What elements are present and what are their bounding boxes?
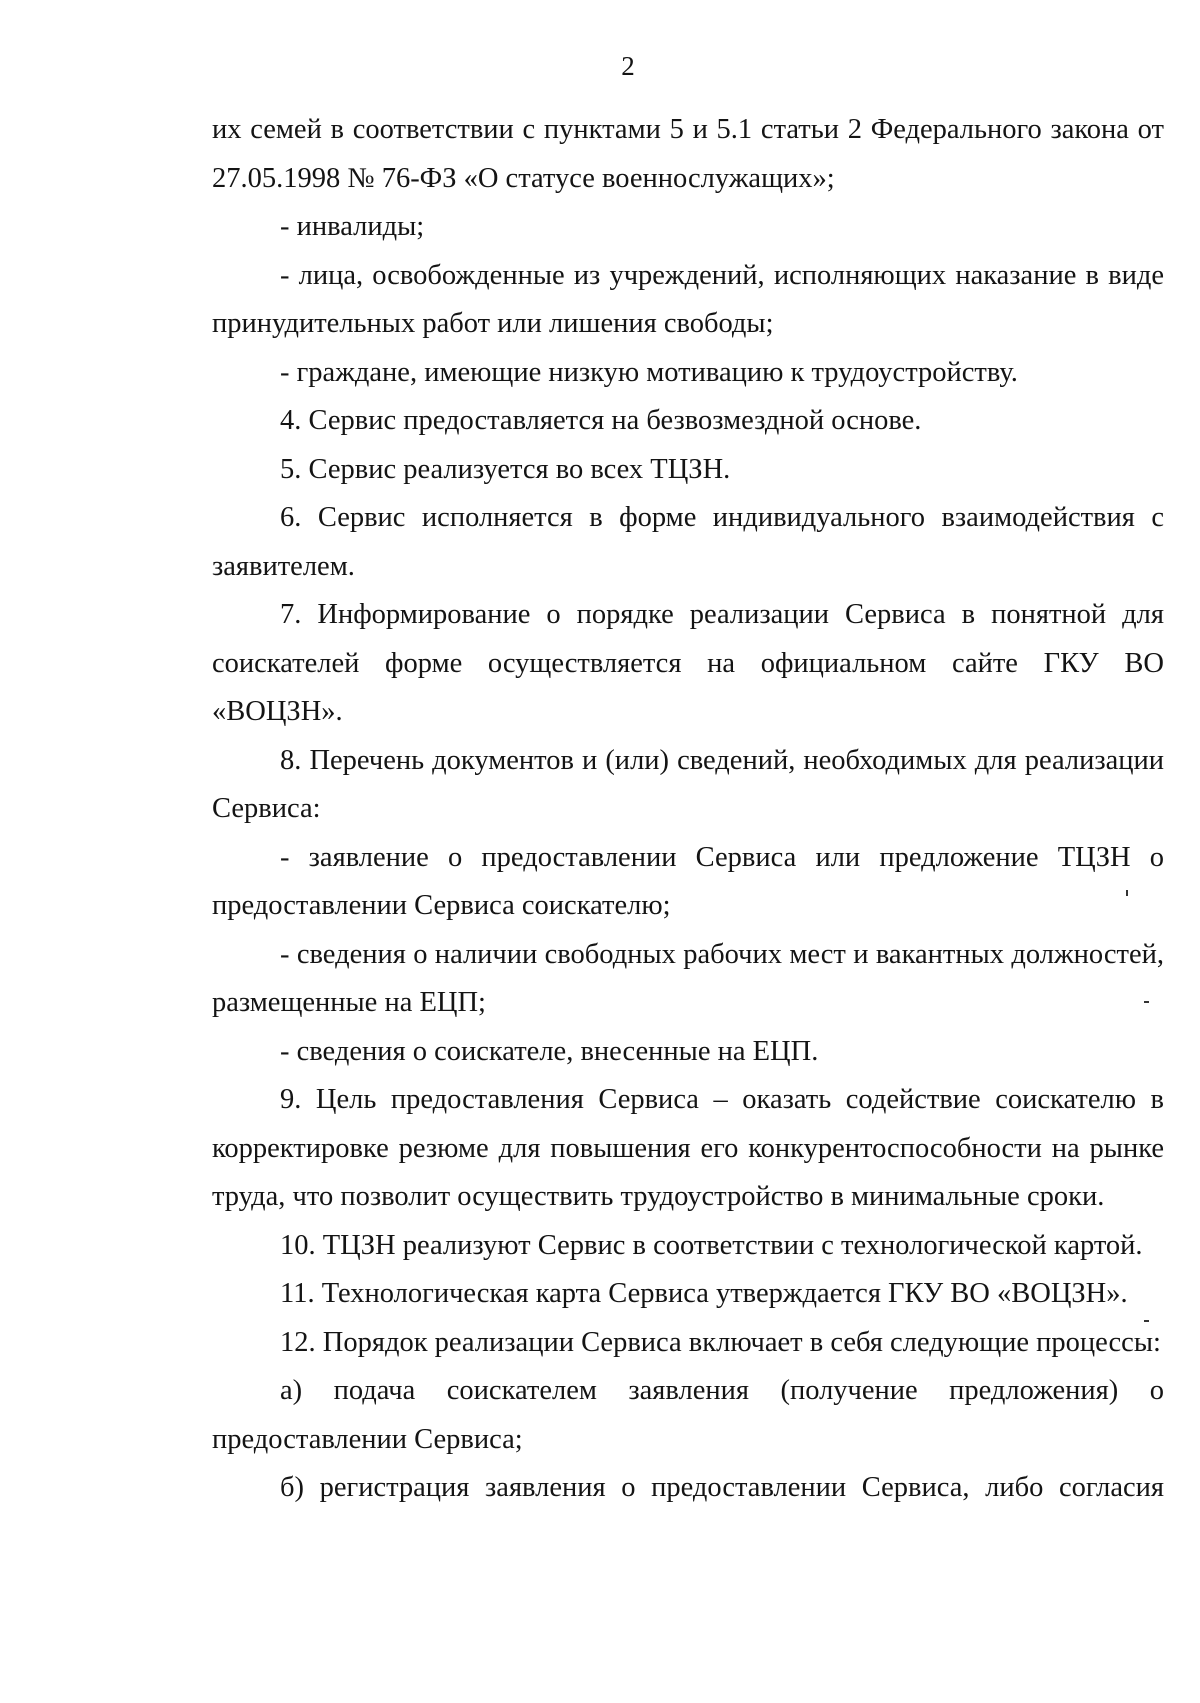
clause-10: 10. ТЦЗН реализуют Сервис в соответствии с технологической картой.	[280, 1229, 1143, 1261]
list-item-released-persons: - лица, освобожденные из учреждений, исполняющих наказание в виде принудительных работ или лишения свободы;	[212, 259, 1164, 339]
clause-12: 12. Порядок реализации Сервиса включает в себя следующие процессы:	[280, 1326, 1161, 1358]
clause-8-item-applicant-info: - сведения о соискателе, внесенные на ЕЦП.	[280, 1035, 819, 1067]
clause-6: 6. Сервис исполняется в форме индивидуального взаимодействия с заявителем.	[212, 502, 1164, 582]
clause-9: 9. Цель предоставления Сервиса – оказать содействие соискателю в корректировке резюме для повышения его конкурентоспособности на рынке труда, что позволит осуществить трудоустройство в минимальные сроки.	[212, 1084, 1164, 1212]
document-body	[212, 106, 1164, 1513]
clause-8-item-application: - заявление о предоставлении Сервиса или предложение ТЦЗН о предоставлении Сервиса соискателю;	[212, 841, 1164, 921]
clause-7: 7. Информирование о порядке реализации Сервиса в понятной для соискателей форме осуществляется на официальном сайте ГКУ ВО «ВОЦЗН».	[212, 599, 1164, 727]
clause-11: 11. Технологическая карта Сервиса утверждается ГКУ ВО «ВОЦЗН».	[280, 1278, 1128, 1309]
clause-12-item-a: а) подача соискателем заявления (получение предложения) о предоставлении Сервиса;	[212, 1375, 1164, 1455]
paragraph-continuation: их семей в соответствии с пунктами 5 и 5.1 статьи 2 Федерального закона от 27.05.1998 № 76-ФЗ «О статусе военнослужащих»;	[212, 114, 1164, 194]
clause-12-item-b: б) регистрация заявления о предоставлении Сервиса, либо согласия	[280, 1472, 1164, 1503]
list-item-disabled-persons: - инвалиды;	[280, 211, 425, 242]
clause-4: 4. Сервис предоставляется на безвозмездной основе.	[280, 405, 922, 436]
list-item-low-motivation: - граждане, имеющие низкую мотивацию к трудоустройству.	[280, 356, 1018, 388]
page-number: 2	[621, 51, 635, 81]
clause-5: 5. Сервис реализуется во всех ТЦЗН.	[280, 453, 731, 485]
clause-8-item-vacancies: - сведения о наличии свободных рабочих мест и вакантных должностей, размещенные на ЕЦП;	[212, 938, 1164, 1018]
clause-8: 8. Перечень документов и (или) сведений, необходимых для реализации Сервиса:	[212, 744, 1164, 824]
